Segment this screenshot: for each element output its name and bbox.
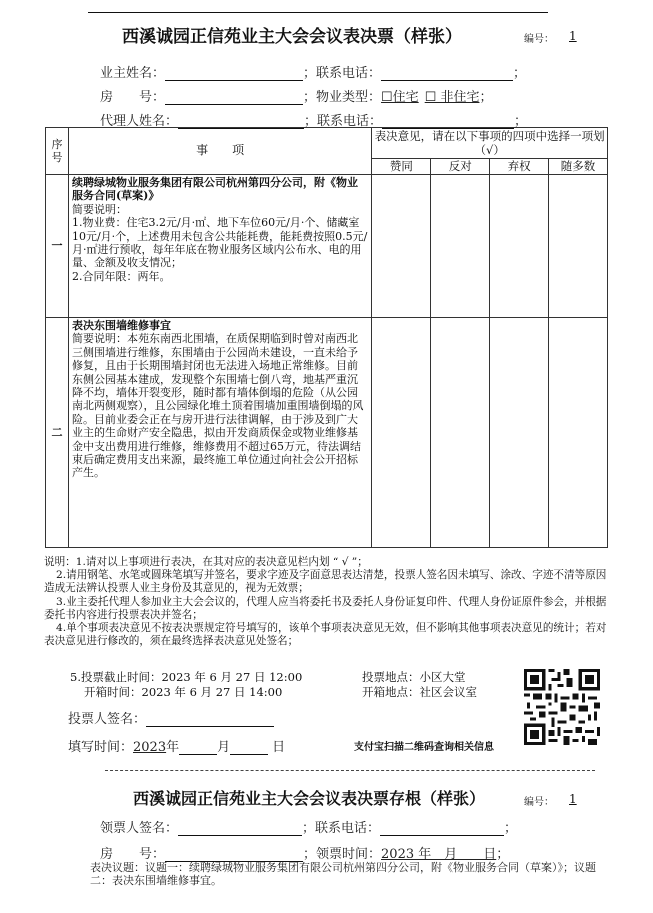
item1-agree-cell[interactable] — [372, 175, 431, 318]
item1-abstain-cell[interactable] — [490, 175, 549, 318]
top-rule — [88, 12, 548, 13]
serial-label: 编号： — [524, 34, 554, 45]
item2-abstain-cell[interactable] — [490, 318, 549, 548]
owner-name-field[interactable] — [165, 66, 303, 81]
stub-time-semicolon: ； — [496, 847, 510, 862]
serial-value: 1 — [569, 29, 577, 43]
stub-room-field[interactable] — [165, 847, 303, 862]
month-unit: 月 — [217, 740, 231, 755]
stub-room-label: 房 号： — [100, 847, 166, 862]
room-semicolon: ； — [479, 90, 493, 105]
item1-majority-cell[interactable] — [549, 175, 608, 318]
room-row — [100, 86, 493, 105]
item2-title: 表决东围墙维修事宜 — [71, 319, 171, 332]
stub-phone-field[interactable] — [380, 821, 504, 836]
fill-month-field[interactable] — [179, 740, 217, 755]
receiver-field[interactable] — [178, 821, 302, 836]
stub-serial-label: 编号： — [524, 797, 554, 808]
contact-label: ；联系电话： — [303, 66, 382, 81]
signer-field[interactable] — [146, 712, 274, 727]
note-item: 3.业主委托代理人参加业主大会会议的，代理人应当将委托书及委托人身份证复印件、代理人身份证原件参会，并根据委托书内容进行投票表决并签名； — [44, 595, 607, 621]
stub-serial-value: 1 — [569, 792, 577, 806]
day-unit: 日 — [272, 740, 286, 755]
fill-year[interactable]: 2023 — [133, 740, 167, 755]
stub-matters: 表决议题：议题一：续聘绿城物业服务集团有限公司杭州第四分公司，附《物业服务合同（草案）》；议题二：表决东围墙维修事宜。 — [90, 861, 596, 888]
owner-semicolon: ； — [513, 66, 527, 81]
signer-row — [68, 708, 274, 727]
receiver-label: 领票人签名： — [100, 821, 179, 836]
fill-time-row — [68, 736, 285, 755]
owner-row — [100, 62, 526, 81]
note-item: 4.单个事项表决意见不按表决票规定符号填写的，该单个事项表决意见无效，但不影响其他事项表决意见的统计；若对表决意见进行修改的，须在最终选择表决意见处签名； — [44, 622, 607, 648]
ticket-title: 西溪诚园正信苑业主大会会议表决票（样张） — [122, 27, 462, 47]
property-residential-checkbox[interactable]: ☐住宅 — [381, 90, 419, 105]
agent-label: 代理人姓名： — [100, 114, 179, 129]
instructions — [44, 556, 610, 648]
qr-hint: 支付宝扫描二维码查询相关信息 — [354, 742, 494, 753]
item2-oppose-cell[interactable] — [431, 318, 490, 548]
note-item: 说明：1.请对以上事项进行表决，在其对应的表决意见栏内划 “ √ ”； — [44, 556, 368, 568]
signer-label: 投票人签名： — [68, 712, 147, 727]
contact-phone-field[interactable] — [381, 66, 513, 81]
item2-majority-cell[interactable] — [549, 318, 608, 548]
room-label: 房 号： — [100, 90, 166, 105]
agent-contact-label: ；联系电话： — [304, 114, 383, 129]
item1-line: 简要说明： — [71, 202, 127, 216]
room-field[interactable] — [165, 90, 303, 105]
option-abstain: 弃权 — [490, 159, 549, 175]
stub-title: 西溪诚园正信苑业主大会会议表决票存根（样张） — [133, 789, 486, 808]
fill-time-label: 填写时间： — [68, 740, 134, 755]
agent-semicolon: ； — [514, 114, 528, 129]
item1-oppose-cell[interactable] — [431, 175, 490, 318]
item1-seq: 一 — [46, 175, 69, 318]
stub-time-value[interactable]: 2023 年 月 日 — [381, 847, 497, 862]
stub-contact-label: ；联系电话： — [302, 821, 381, 836]
header-item: 事 项 — [68, 128, 371, 175]
open-place: 开箱地点：社区会议室 — [362, 685, 477, 699]
item2-line: 简要说明：本苑东南西北围墙，在质保期临到时曾对南西北三侧围墙进行维修，东围墙由于公园尚未建设，一直未给予修复，且由于长期围墙封闭也无法进入场地正常维修。目前东侧公园基本建成，发现整个东围墙七倒八弯，地基严重沉降不均，墙体开裂变形，随时都有墙体倒塌的危险（从公园南北两侧观察），且公园绿化堆土顶着围墙加重围墙倒塌的风险。目前业委会正在与房开进行法律调解，由于涉及到广大业主的生命财产安全隐患，拟由开发商质保金或物业维修基金中支出费用进行维修，维修费用不超过65万元，待法调结束后确定费用支出来源，最终施工单位通过向社会公开招标产生。 — [71, 332, 364, 480]
vote-table — [45, 127, 608, 548]
fill-day-field[interactable] — [230, 740, 268, 755]
vote-place: 投票地点：小区大堂 — [362, 670, 466, 684]
item1-title: 续聘绿城物业服务集团有限公司杭州第四分公司，附《物业服务合同(草案)》 — [71, 176, 358, 203]
item1-content — [68, 175, 371, 318]
stub-semicolon: ； — [504, 821, 518, 836]
option-follow-majority: 随多数 — [549, 159, 608, 175]
item1-line: 2.合同年限：两年。 — [71, 269, 171, 283]
item1-line: 1.物业费：住宅3.2元/月·㎡、地下车位60元/月·个、储藏室10元/月·个，上述费用未包含公共能耗费，能耗费按照0.5元/月·㎡进行预收，每年年底在物业服务区域内公布水、电的用量、金额及收支情况； — [71, 216, 368, 270]
header-seq: 序号 — [46, 128, 69, 175]
table-row — [46, 175, 608, 318]
header-vote: 表决意见，请在以下事项的四项中选择一项划（√） — [372, 128, 608, 159]
stub-time-label: ；领票时间： — [303, 847, 382, 862]
stub-room-row — [100, 843, 509, 862]
owner-label: 业主姓名： — [100, 66, 166, 81]
year-unit: 年 — [166, 740, 180, 755]
option-agree: 赞同 — [372, 159, 431, 175]
qr-code-icon[interactable] — [523, 669, 601, 745]
note-item: 2.请用钢笔、水笔或圆珠笔填写并签名，要求字迹及字面意思表达清楚，投票人签名因未填写、涂改、字迹不清等原因造成无法辨认投票人业主身份及其意见的，视为无效票； — [44, 569, 607, 595]
item2-content — [68, 318, 371, 548]
vote-deadline: 5.投票截止时间：2023 年 6 月 27 日 12:00 — [70, 670, 303, 684]
open-time: 开箱时间：2023 年 6 月 27 日 14:00 — [84, 685, 283, 699]
table-header-row — [46, 128, 608, 159]
table-row — [46, 318, 608, 548]
tear-off-line — [105, 770, 595, 771]
stub-receiver-row — [100, 817, 517, 836]
item2-agree-cell[interactable] — [372, 318, 431, 548]
option-oppose: 反对 — [431, 159, 490, 175]
property-label: ；物业类型： — [303, 90, 382, 105]
item2-seq: 二 — [46, 318, 69, 548]
property-nonresidential-checkbox[interactable]: ☐ 非住宅 — [424, 90, 480, 105]
